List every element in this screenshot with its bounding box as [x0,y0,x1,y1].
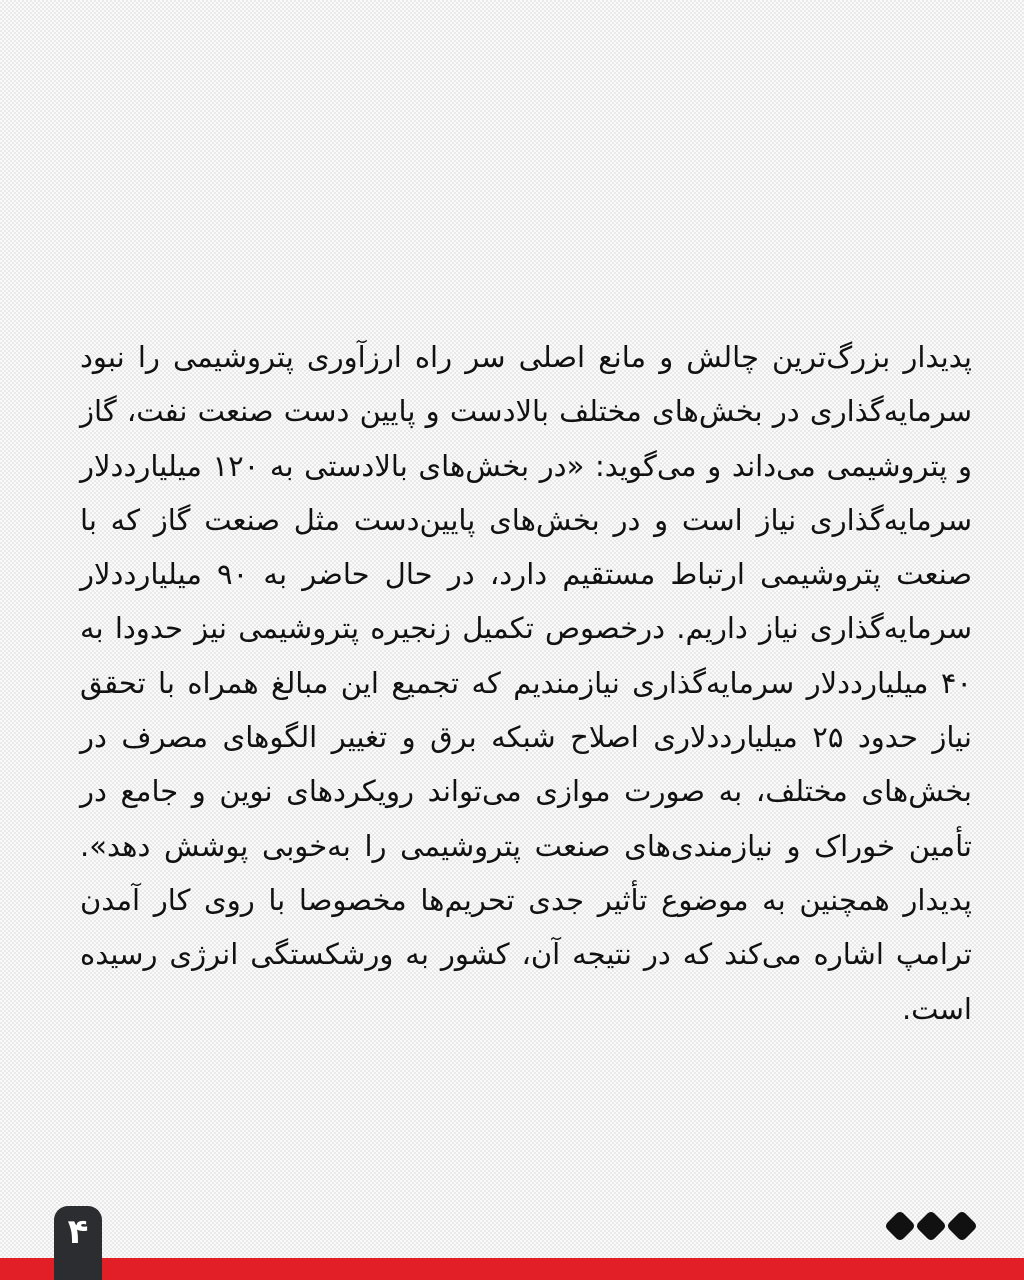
logo-dot-2 [917,1212,945,1240]
footer-accent-bar [0,1258,1024,1280]
article-body-text: پدیدار بزرگ‌ترین چالش و مانع اصلی سر راه ارزآوری پتروشیمی را نبود سرمایه‌گذاری در بخش‌های مختلف بالادست و پایین دست صنعت نفت، گاز و پتروشیمی می‌داند و می‌گوید: «در بخش‌های بالادستی به ۱۲۰ میلیارددلار سرمایه‌گذاری نیاز است و در بخش‌های پایین‌دست مثل صنعت گاز که با صنعت پتروشیمی ارتباط مستقیم دارد، در حال حاضر به ۹۰ میلیارددلار سرمایه‌گذاری نیاز داریم. درخصوص تکمیل زنجیره پتروشیمی نیز حدودا به ۴۰ میلیارددلار سرمایه‌گذاری نیازمندیم که تجمیع این مبالغ همراه با تحقق نیاز حدود ۲۵ میلیارددلاری اصلاح شبکه برق و تغییر الگوهای مصرف در بخش‌های مختلف، به صورت موازی می‌تواند رویکردهای نوین و جامع در تأمین خوراک و نیازمندی‌های صنعت پتروشیمی را به‌خوبی پوشش دهد». پدیدار همچنین به موضوع تأثیر جدی تحریم‌ها مخصوصا با روی کار آمدن ترامپ اشاره می‌کند که در نتیجه آن، کشور به ورشکستگی انرژی رسیده است. [80,340,972,1026]
three-diamond-dots-icon [884,1208,980,1244]
logo-dot-3 [948,1212,976,1240]
page-number-tab [54,1206,102,1280]
page-number: ۴ [67,1212,89,1252]
logo-dot-1 [886,1212,914,1240]
